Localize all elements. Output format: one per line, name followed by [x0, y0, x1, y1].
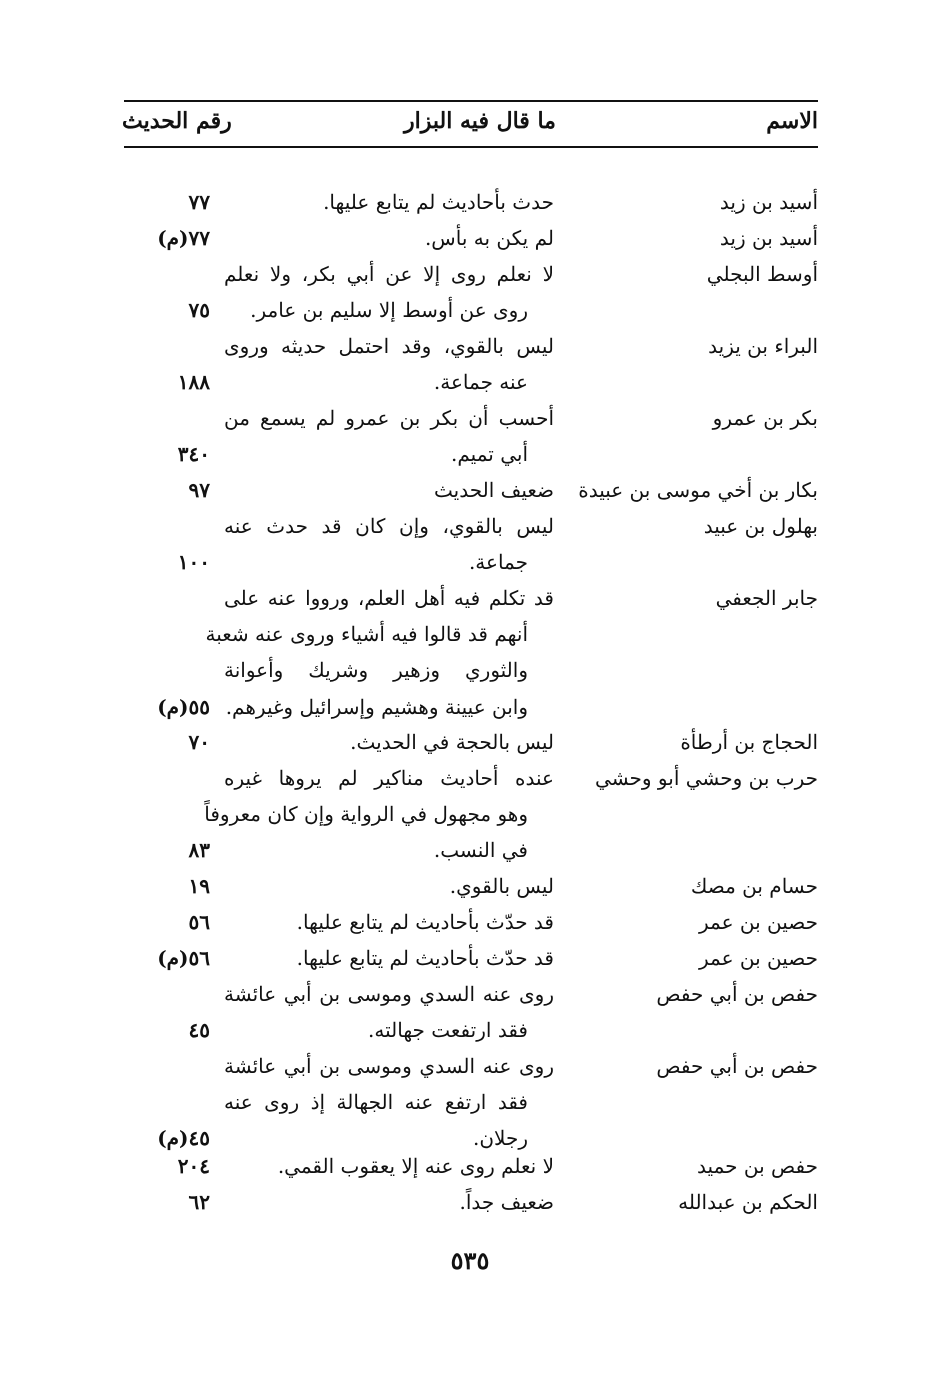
statement-line: ضعيف جداً.	[459, 1190, 554, 1214]
statement-line: روى عن أوسط إلا سليم بن عامر.	[250, 298, 528, 323]
narrator-name: جابر الجعفي	[715, 586, 818, 610]
bazzar-statement	[224, 940, 554, 976]
hadith-number: ٥٦	[188, 910, 210, 934]
bazzar-statement	[224, 184, 554, 220]
bazzar-statement	[224, 724, 554, 760]
header-bottom-rule	[124, 146, 818, 148]
bazzar-statement	[224, 400, 554, 472]
narrator-name: أوسط البجلي	[706, 262, 818, 286]
statement-line: وهو مجهول في الرواية وإن كان معروفاً	[204, 802, 528, 827]
statement-line: فقد ارتفعت جهالته.	[368, 1018, 528, 1043]
statement-line: عنه جماعة.	[433, 370, 528, 395]
narrator-name: أسيد بن زيد	[719, 190, 818, 214]
bazzar-statement	[205, 580, 554, 725]
statement-line: لم يكن به بأس.	[424, 226, 554, 250]
hadith-number: ٩٧	[188, 478, 210, 502]
hadith-number: ١٠٠	[177, 550, 210, 575]
bazzar-statement	[224, 868, 554, 904]
bazzar-statement	[224, 508, 554, 580]
narrator-name: حسام بن مصك	[690, 874, 818, 898]
page-number: ٥٣٥	[450, 1246, 490, 1275]
hadith-number: ٣٤٠	[177, 442, 210, 467]
bazzar-statement	[224, 1048, 554, 1157]
statement-line: روى عنه السدي وموسى بن أبي عائشة	[224, 1054, 554, 1078]
hadith-number: ٨٣	[188, 838, 210, 863]
bazzar-statement	[224, 220, 554, 256]
statement-line: لا نعلم روى إلا عن أبي بكر، ولا نعلم	[224, 262, 554, 286]
hadith-number: ٢٠٤	[177, 1154, 210, 1178]
statement-line: حدث بأحاديث لم يتابع عليها.	[323, 190, 554, 214]
bazzar-statement	[204, 760, 554, 869]
statement-line: أبي تميم.	[451, 442, 528, 467]
statement-line: قد حدّث بأحاديث لم يتابع عليها.	[296, 910, 554, 934]
statement-line: أحسب أن بكر بن عمرو لم يسمع من	[224, 406, 554, 430]
narrator-name: حفص بن أبي حفص	[656, 982, 818, 1006]
hadith-number: ٥٦(م)	[157, 946, 210, 970]
statement-line: ليس بالقوي، وإن كان قد حدث عنه	[224, 514, 554, 538]
narrator-name: بهلول بن عبيد	[703, 514, 818, 538]
hadith-number: ١٩	[188, 874, 210, 898]
hadith-number: ٧٧	[188, 190, 210, 214]
statement-line: وابن عيينة وهشيم وإسرائيل وغيرهم.	[225, 694, 528, 719]
statement-line: ليس بالقوي.	[449, 874, 554, 898]
statement-line: جماعة.	[468, 550, 528, 575]
hadith-number: ٦٢	[188, 1190, 210, 1214]
narrator-name: البراء بن يزيد	[708, 334, 818, 358]
statement-line: روى عنه السدي وموسى بن أبي عائشة	[224, 982, 554, 1006]
statement-line: والثوري وزهير وشريك وأعوانة	[224, 658, 528, 683]
statement-line: ليس بالقوي، وقد احتمل حديثه وروى	[224, 334, 554, 358]
narrator-name: حفص بن أبي حفص	[656, 1054, 818, 1078]
bazzar-statement	[224, 328, 554, 400]
hadith-number: ٧٧(م)	[157, 226, 210, 250]
column-header-hadith-number: رقم الحديث	[122, 108, 232, 134]
statement-line: في النسب.	[433, 838, 528, 863]
narrator-name: أسيد بن زيد	[719, 226, 818, 250]
hadith-number: ٤٥(م)	[157, 1126, 210, 1151]
column-header-name: الاسم	[766, 108, 818, 134]
statement-line: قد حدّث بأحاديث لم يتابع عليها.	[296, 946, 554, 970]
bazzar-statement	[224, 256, 554, 328]
statement-line: قد تكلم فيه أهل العلم، ورووا عنه على	[224, 586, 554, 610]
hadith-number: ٧٠	[188, 730, 210, 754]
bazzar-statement	[224, 1184, 554, 1220]
narrator-name: حفص بن حميد	[697, 1154, 818, 1178]
statement-line: رجلان.	[473, 1126, 528, 1151]
hadith-number: ١٨٨	[177, 370, 210, 395]
header-top-rule	[124, 100, 818, 102]
narrator-name: حصين بن عمر	[698, 910, 818, 934]
hadith-number: ٧٥	[188, 298, 210, 323]
narrator-name: الحجاج بن أرطأة	[680, 730, 818, 754]
narrator-name: حصين بن عمر	[698, 946, 818, 970]
bazzar-statement	[224, 976, 554, 1048]
narrator-name: حرب بن وحشي أبو وحشي	[595, 766, 818, 790]
bazzar-statement	[224, 1148, 554, 1184]
statement-line: لا نعلم روى عنه إلا يعقوب القمي.	[277, 1154, 554, 1178]
narrator-name: الحكم بن عبدالله	[678, 1190, 818, 1214]
hadith-number: ٥٥(م)	[157, 694, 210, 719]
bazzar-statement	[224, 904, 554, 940]
statement-line: ليس بالحجة في الحديث.	[350, 730, 554, 754]
column-header-said: ما قال فيه البزار	[404, 108, 556, 134]
statement-line: عنده أحاديث مناكير لم يروها غيره	[224, 766, 554, 790]
statement-line: ضعيف الحديث	[434, 478, 554, 502]
statement-line: فقد ارتفع عنه الجهالة إذ روى عنه	[224, 1090, 528, 1115]
hadith-number: ٤٥	[188, 1018, 210, 1043]
statement-line: أنهم قد قالوا فيه أشياء وروى عنه شعبة	[205, 622, 528, 647]
narrator-name: بكار بن أخي موسى بن عبيدة	[578, 478, 818, 502]
bazzar-statement	[224, 472, 554, 508]
narrator-name: بكر بن عمرو	[712, 406, 818, 430]
